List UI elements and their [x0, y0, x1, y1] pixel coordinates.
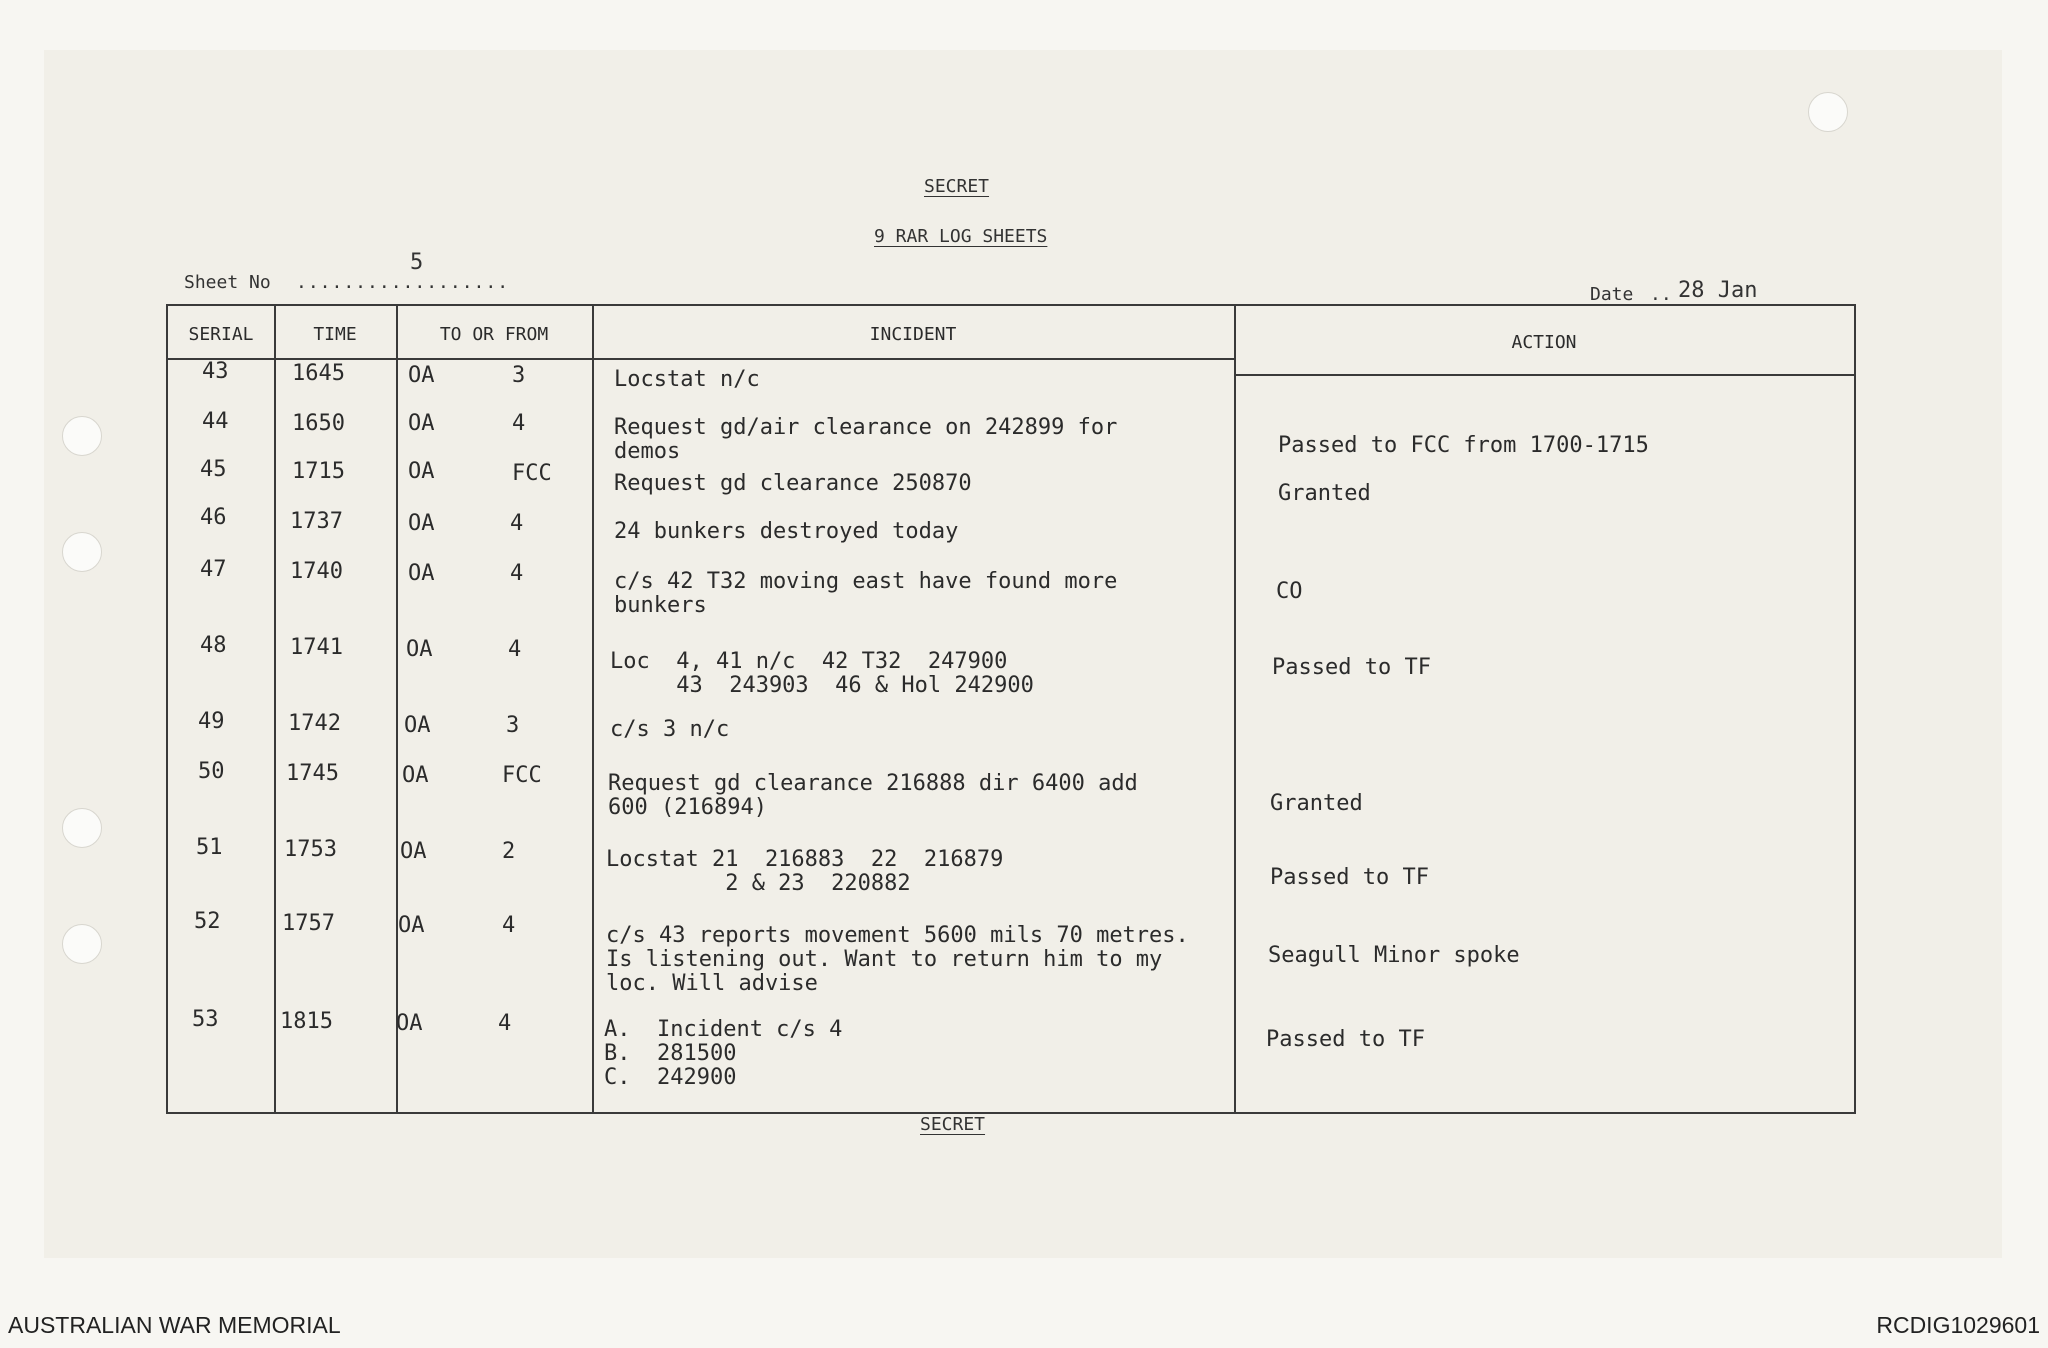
- from-cell: 3: [506, 713, 520, 738]
- classification-bottom: SECRET: [920, 1114, 986, 1135]
- action-cell: Seagull Minor spoke: [1268, 943, 1520, 968]
- incident-cell: Request gd clearance 250870: [614, 471, 972, 496]
- serial-cell: 48: [200, 633, 227, 658]
- punch-hole: [62, 924, 102, 964]
- to-cell: OA: [400, 839, 427, 864]
- incident-cell: c/s 43 reports movement 5600 mils 70 metres. Is listening out. Want to return him to my loc. Will advise: [606, 923, 1189, 996]
- time-cell: 1715: [292, 459, 345, 484]
- footer-left-label: AUSTRALIAN WAR MEMORIAL: [8, 1312, 341, 1338]
- from-cell: 4: [498, 1011, 512, 1036]
- from-cell: 2: [502, 839, 516, 864]
- header-to-from: TO OR FROM: [439, 324, 549, 345]
- from-cell: 4: [510, 511, 524, 536]
- date-label: Date: [1590, 284, 1634, 305]
- from-cell: FCC: [502, 763, 542, 788]
- time-cell: 1737: [290, 509, 343, 534]
- time-cell: 1741: [290, 635, 343, 660]
- to-cell: OA: [398, 913, 425, 938]
- sheet-number-label: Sheet No: [184, 272, 271, 293]
- time-cell: 1753: [284, 837, 337, 862]
- date-value: 28 Jan: [1678, 278, 1758, 303]
- to-cell: OA: [408, 459, 435, 484]
- action-cell: Granted: [1278, 481, 1371, 506]
- action-cell: CO: [1276, 579, 1303, 604]
- incident-cell: Locstat 21 216883 22 216879 2 & 23 220882: [606, 847, 1004, 896]
- time-cell: 1742: [288, 711, 341, 736]
- incident-cell: c/s 42 T32 moving east have found more bunkers: [614, 569, 1118, 618]
- incident-cell: 24 bunkers destroyed today: [614, 519, 959, 544]
- serial-cell: 52: [194, 909, 221, 934]
- to-cell: OA: [408, 511, 435, 536]
- action-cell: Granted: [1270, 791, 1363, 816]
- serial-cell: 51: [196, 835, 223, 860]
- time-cell: 1745: [286, 761, 339, 786]
- incident-cell: Locstat n/c: [614, 367, 760, 392]
- from-cell: 4: [502, 913, 516, 938]
- to-cell: OA: [408, 363, 435, 388]
- serial-cell: 46: [200, 505, 227, 530]
- serial-cell: 50: [198, 759, 225, 784]
- serial-cell: 43: [202, 359, 229, 384]
- from-cell: FCC: [512, 461, 552, 486]
- classification-top: SECRET: [924, 176, 990, 197]
- incident-cell: c/s 3 n/c: [610, 717, 730, 742]
- incident-cell: Request gd/air clearance on 242899 for demos: [614, 415, 1118, 464]
- serial-cell: 53: [192, 1007, 219, 1032]
- punch-hole: [62, 416, 102, 456]
- header-action: ACTION: [1511, 332, 1577, 353]
- from-cell: 4: [512, 411, 526, 436]
- to-cell: OA: [396, 1011, 423, 1036]
- incident-cell: Request gd clearance 216888 dir 6400 add 600 (216894): [608, 771, 1138, 820]
- time-cell: 1650: [292, 411, 345, 436]
- action-cell: Passed to TF: [1266, 1027, 1425, 1052]
- action-cell: Passed to TF: [1272, 655, 1431, 680]
- time-cell: 1645: [292, 361, 345, 386]
- serial-cell: 45: [200, 457, 227, 482]
- time-cell: 1740: [290, 559, 343, 584]
- header-serial: SERIAL: [188, 324, 254, 345]
- date-dots: ..: [1650, 284, 1672, 305]
- time-cell: 1815: [280, 1009, 333, 1034]
- serial-cell: 49: [198, 709, 225, 734]
- document-title: 9 RAR LOG SHEETS: [874, 226, 1048, 247]
- punch-hole: [62, 808, 102, 848]
- sheet-number-dots: ..................: [296, 272, 510, 293]
- punch-hole: [62, 532, 102, 572]
- to-cell: OA: [402, 763, 429, 788]
- to-cell: OA: [408, 411, 435, 436]
- from-cell: 4: [508, 637, 522, 662]
- to-cell: OA: [404, 713, 431, 738]
- incident-cell: A. Incident c/s 4 B. 281500 C. 242900: [604, 1017, 843, 1090]
- from-cell: 4: [510, 561, 524, 586]
- action-cell: Passed to TF: [1270, 865, 1429, 890]
- log-table: [166, 304, 1856, 1114]
- serial-cell: 44: [202, 409, 229, 434]
- incident-cell: Loc 4, 41 n/c 42 T32 247900 43 243903 46 & Hol 242900: [610, 649, 1034, 698]
- punch-hole: [1808, 92, 1848, 132]
- header-incident: INCIDENT: [869, 324, 957, 345]
- from-cell: 3: [512, 363, 526, 388]
- sheet-number-value: 5: [410, 250, 424, 275]
- to-cell: OA: [406, 637, 433, 662]
- footer-right-id: RCDIG1029601: [1876, 1312, 2040, 1338]
- action-cell: Passed to FCC from 1700-1715: [1278, 433, 1649, 458]
- serial-cell: 47: [200, 557, 227, 582]
- header-time: TIME: [313, 324, 357, 345]
- time-cell: 1757: [282, 911, 335, 936]
- to-cell: OA: [408, 561, 435, 586]
